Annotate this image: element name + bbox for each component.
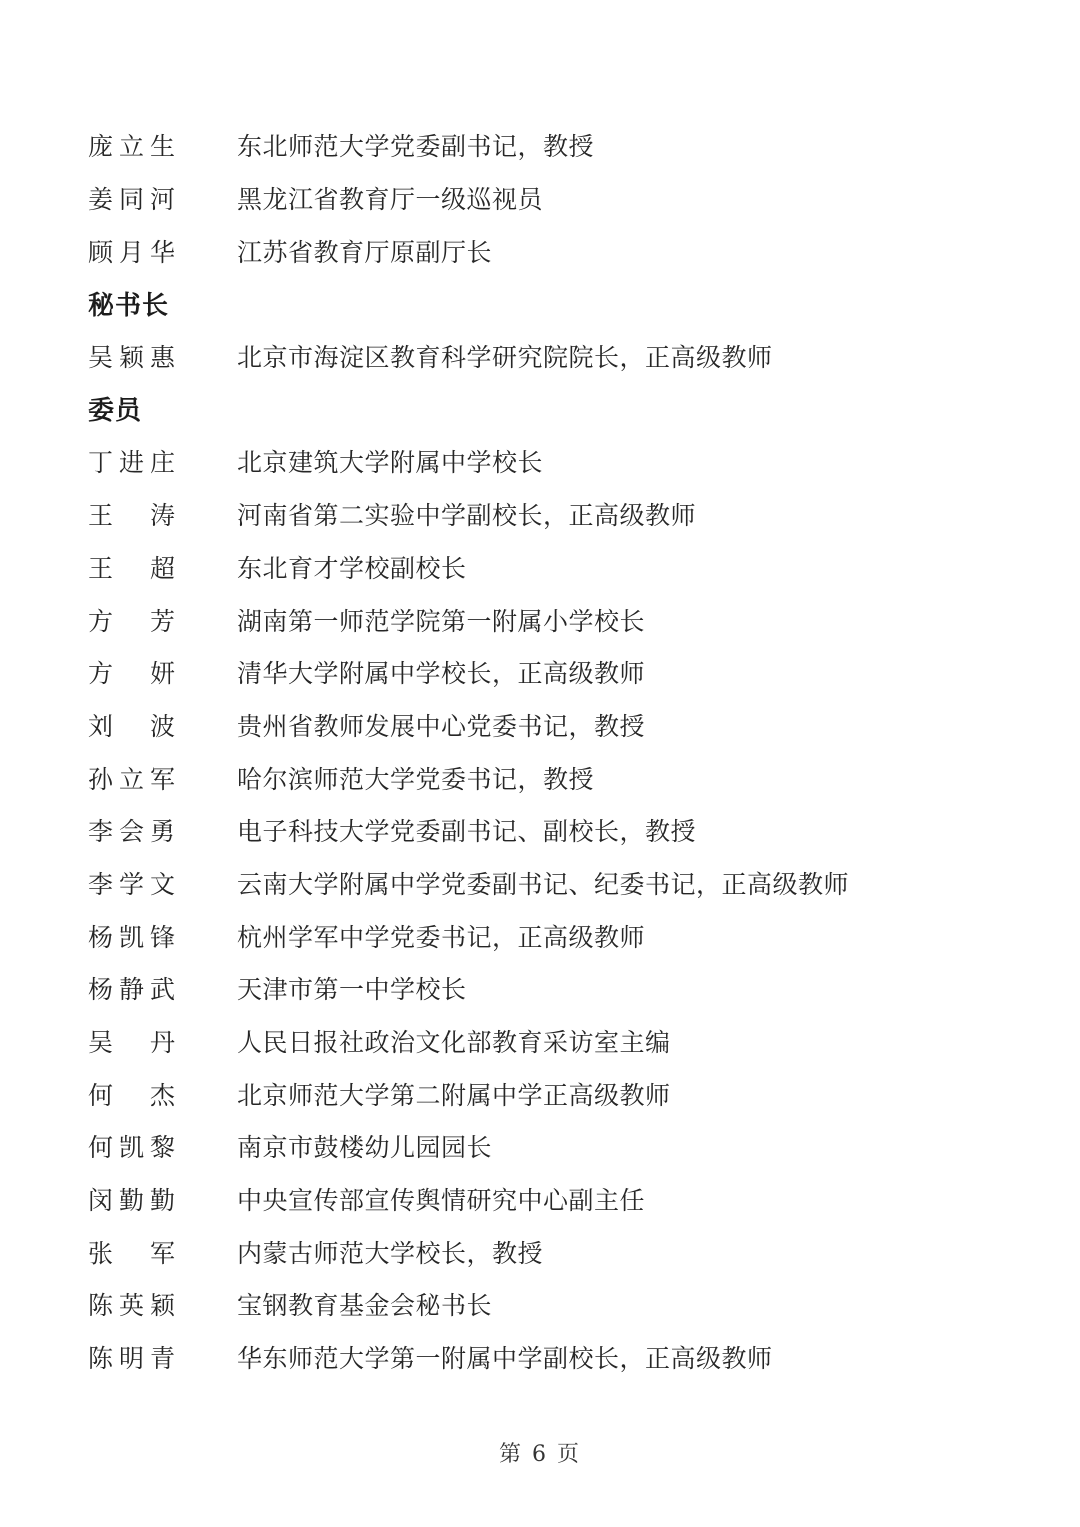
- member-name-cell: [88, 496, 237, 532]
- member-title: 云南大学附属中学党委副书记、纪委书记，正高级教师: [237, 869, 850, 899]
- member-title: 天津市第一中学校长: [237, 975, 467, 1005]
- member-row: [88, 1067, 1040, 1120]
- member-name: 陈明青: [88, 1344, 182, 1374]
- member-name-cell: [88, 233, 237, 269]
- member-title: 黑龙江省教育厅一级巡视员: [237, 185, 544, 215]
- member-name: 王 涛: [88, 501, 182, 531]
- member-row: [88, 751, 1040, 804]
- member-title: 宝钢教育基金会秘书长: [237, 1291, 493, 1321]
- member-row: [88, 435, 1040, 488]
- member-title: 清华大学附属中学校长，正高级教师: [237, 659, 646, 689]
- member-name: 何凯黎: [88, 1133, 182, 1163]
- member-name-cell: [88, 1339, 237, 1375]
- member-row: [88, 699, 1040, 752]
- page-number: 第 6 页: [499, 1442, 581, 1467]
- member-name: 顾月华: [88, 237, 182, 267]
- member-row: [88, 857, 1040, 910]
- member-title: 东北师范大学党委副书记，教授: [237, 132, 595, 162]
- member-name-cell: [88, 707, 237, 743]
- member-title: 北京市海淀区教育科学研究院院长，正高级教师: [237, 343, 773, 373]
- member-title: 东北育才学校副校长: [237, 553, 467, 583]
- member-name: 庞立生: [88, 132, 182, 162]
- member-row: [88, 172, 1040, 225]
- member-name-cell: [88, 602, 237, 638]
- member-name-cell: [88, 1128, 237, 1164]
- member-name: 姜同河: [88, 185, 182, 215]
- member-row: [88, 909, 1040, 962]
- member-name: 陈英颖: [88, 1291, 182, 1321]
- member-title: 中央宣传部宣传舆情研究中心副主任: [237, 1186, 646, 1216]
- member-title: 江苏省教育厅原副厅长: [237, 237, 493, 267]
- member-row: [88, 593, 1040, 646]
- member-name-cell: [88, 1023, 237, 1059]
- member-title: 电子科技大学党委副书记、副校长，教授: [237, 817, 697, 847]
- member-name-cell: [88, 338, 237, 374]
- member-name: 孙立军: [88, 764, 182, 794]
- member-row: [88, 1173, 1040, 1226]
- member-name: 李学文: [88, 869, 182, 899]
- member-row: [88, 330, 1040, 383]
- member-row: [88, 646, 1040, 699]
- member-title: 内蒙古师范大学校长，教授: [237, 1238, 544, 1268]
- member-row: [88, 488, 1040, 541]
- member-name: 方 妍: [88, 659, 182, 689]
- section-heading-label: 秘书长: [88, 290, 170, 321]
- member-name-cell: [88, 127, 237, 163]
- member-name: 丁进庄: [88, 448, 182, 478]
- member-row: [88, 1331, 1040, 1384]
- section-heading-row: [88, 277, 1040, 330]
- section-heading-label: 委员: [88, 396, 143, 427]
- member-row: [88, 804, 1040, 857]
- member-name: 刘 波: [88, 711, 182, 741]
- member-row: [88, 1225, 1040, 1278]
- member-name-cell: [88, 1076, 237, 1112]
- member-name-cell: [88, 1181, 237, 1217]
- member-name-cell: [88, 970, 237, 1006]
- member-title: 华东师范大学第一附属中学副校长，正高级教师: [237, 1344, 773, 1374]
- member-name-cell: [88, 549, 237, 585]
- member-title: 贵州省教师发展中心党委书记，教授: [237, 711, 646, 741]
- member-name-cell: [88, 812, 237, 848]
- member-name-cell: [88, 180, 237, 216]
- member-name: 杨静武: [88, 975, 182, 1005]
- member-row: [88, 1015, 1040, 1068]
- member-row: [88, 1120, 1040, 1173]
- member-name: 杨凯锋: [88, 922, 182, 952]
- member-name-cell: [88, 654, 237, 690]
- member-name: 王 超: [88, 553, 182, 583]
- member-name-cell: [88, 760, 237, 796]
- member-name-cell: [88, 1286, 237, 1322]
- member-name: 张 军: [88, 1238, 182, 1268]
- section-heading-row: [88, 382, 1040, 435]
- member-title: 人民日报社政治文化部教育采访室主编: [237, 1028, 671, 1058]
- member-row: [88, 1278, 1040, 1331]
- member-name: 何 杰: [88, 1080, 182, 1110]
- member-name: 闵勤勤: [88, 1186, 182, 1216]
- member-title: 北京建筑大学附属中学校长: [237, 448, 544, 478]
- member-row: [88, 962, 1040, 1015]
- member-title: 哈尔滨师范大学党委书记，教授: [237, 764, 595, 794]
- member-name-cell: [88, 865, 237, 901]
- member-title: 南京市鼓楼幼儿园园长: [237, 1133, 493, 1163]
- member-name: 吴颖惠: [88, 343, 182, 373]
- member-name: 方 芳: [88, 606, 182, 636]
- member-row: [88, 541, 1040, 594]
- member-title: 杭州学军中学党委书记，正高级教师: [237, 922, 646, 952]
- member-name-cell: [88, 1234, 237, 1270]
- member-name-cell: [88, 443, 237, 479]
- member-name: 李会勇: [88, 817, 182, 847]
- member-title: 河南省第二实验中学副校长，正高级教师: [237, 501, 697, 531]
- member-list: [88, 119, 1040, 1384]
- member-title: 湖南第一师范学院第一附属小学校长: [237, 606, 646, 636]
- member-row: [88, 224, 1040, 277]
- member-name: 吴 丹: [88, 1028, 182, 1058]
- member-name-cell: [88, 918, 237, 954]
- member-row: [88, 119, 1040, 172]
- member-title: 北京师范大学第二附属中学正高级教师: [237, 1080, 671, 1110]
